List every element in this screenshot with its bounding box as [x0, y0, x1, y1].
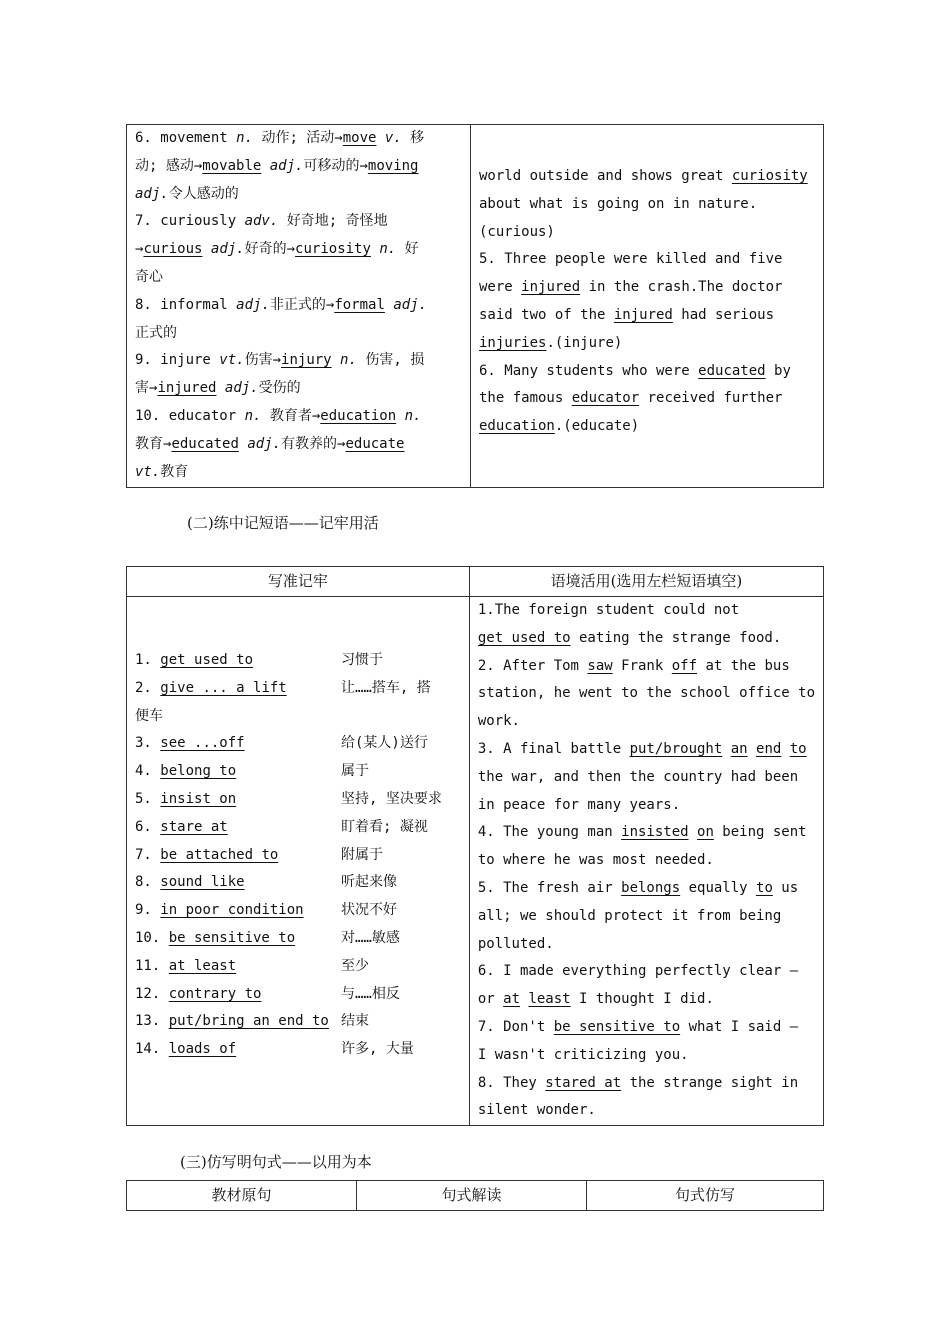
text-segment: 8. They — [477, 1074, 546, 1091]
context-exercise-list — [471, 125, 823, 441]
section-2-title: (二)练中记短语——记牢用活 — [187, 514, 379, 532]
phrase-meaning: 便车 — [135, 707, 163, 724]
word-family-line — [135, 375, 462, 403]
part-of-speech: n. — [236, 130, 254, 146]
phrase-english — [135, 647, 325, 675]
phrase-number: 13. — [135, 1013, 169, 1030]
text-segment: silent wonder. — [477, 1102, 596, 1119]
text-segment: 6. I made everything perfectly clear — — [477, 963, 799, 980]
vocab-table — [126, 124, 824, 488]
exercise-line — [479, 274, 815, 302]
exercise-line — [478, 1097, 815, 1125]
text-segment: 移 — [401, 130, 425, 146]
answer-blank: get used to — [477, 629, 571, 646]
answer-blank: injured — [521, 279, 581, 296]
text-segment: being sent — [713, 824, 807, 841]
phrase-list — [127, 597, 469, 1064]
text-segment: 1.The foreign student could not — [477, 602, 740, 618]
phrase-meaning: 状况不好 — [341, 902, 397, 919]
part-of-speech: adv. — [244, 213, 279, 230]
phrase-english — [135, 786, 325, 814]
text-segment: 7. curiously — [135, 213, 245, 230]
section-3-title: (三)仿写明句式——以用为本 — [180, 1153, 372, 1171]
phrase-number: 12. — [135, 985, 169, 1002]
phrase-answer: loads of — [168, 1041, 237, 1058]
text-segment: I thought I did. — [570, 991, 714, 1008]
phrase-answer: be attached to — [160, 846, 279, 863]
phrase-number: 3. — [135, 735, 161, 752]
phrase-english — [135, 1036, 325, 1064]
answer-blank: least — [528, 991, 571, 1008]
header-pattern-imitation: 句式仿写 — [587, 1181, 824, 1211]
answer-blank: educate — [345, 435, 405, 452]
phrase-number: 14. — [135, 1041, 169, 1058]
exercise-line — [478, 958, 815, 986]
exercise-line — [478, 736, 815, 764]
text-segment: 教育 — [160, 463, 189, 480]
text-segment: 正式的 — [135, 324, 177, 341]
exercise-line — [478, 708, 815, 736]
answer-blank: to — [789, 740, 807, 757]
header-original-sentence: 教材原句 — [127, 1181, 357, 1211]
text-segment: in peace for many years. — [477, 796, 681, 813]
word-family-line — [135, 153, 462, 181]
phrase-english — [135, 814, 325, 842]
phrase-meaning: 听起来像 — [341, 874, 397, 891]
text-segment: the famous — [479, 390, 572, 407]
text-segment: had serious — [672, 306, 775, 323]
text-segment: 4. The young man — [477, 824, 622, 841]
text-segment — [396, 408, 404, 424]
answer-blank: injuries — [479, 334, 547, 351]
part-of-speech: vt. — [135, 463, 161, 480]
part-of-speech: adj. — [224, 380, 259, 397]
answer-blank: insisted — [621, 824, 689, 841]
text-segment: the strange sight in — [621, 1074, 799, 1091]
answer-blank: end — [756, 740, 782, 757]
vocab-right-cell — [471, 125, 824, 488]
text-segment — [202, 241, 210, 257]
phrase-table — [126, 566, 824, 1126]
text-segment: 令人感动的 — [168, 185, 239, 202]
header-pattern-analysis: 句式解读 — [357, 1181, 587, 1211]
text-segment: .(educate) — [554, 418, 640, 435]
word-family-line — [135, 347, 462, 375]
phrase-header-left: 写准记牢 — [127, 567, 470, 597]
phrase-answer: insist on — [160, 790, 237, 807]
vocab-left-cell — [127, 125, 471, 488]
part-of-speech: adj. — [393, 296, 428, 313]
phrase-item — [135, 925, 461, 953]
text-segment — [689, 824, 697, 840]
answer-blank: put/brought — [629, 740, 723, 757]
answer-blank: saw — [587, 657, 613, 674]
part-of-speech: n. — [379, 241, 397, 258]
text-segment: were — [479, 279, 522, 296]
text-segment: received further — [639, 390, 783, 407]
exercise-line — [479, 385, 815, 413]
word-family-line — [135, 403, 462, 431]
exercise-line — [478, 680, 815, 708]
text-segment: us — [772, 879, 799, 896]
phrase-meaning: 坚持, 坚决要求 — [341, 790, 442, 807]
part-of-speech: n. — [244, 407, 262, 424]
text-segment: 伤害→ — [244, 352, 282, 369]
text-segment: in the crash.The doctor — [580, 279, 783, 296]
phrase-english — [135, 675, 325, 703]
text-segment — [216, 380, 224, 396]
phrase-english — [135, 869, 325, 897]
phrase-meaning: 对……敏感 — [341, 929, 400, 946]
text-segment: → — [135, 241, 144, 258]
phrase-item — [135, 842, 461, 870]
text-segment: 动; 感动→ — [135, 157, 203, 174]
text-segment: 害→ — [135, 380, 158, 397]
phrase-meaning: 结束 — [341, 1013, 369, 1030]
phrase-item — [135, 953, 461, 981]
text-segment: about what is going on in nature. — [479, 195, 758, 212]
answer-blank: at — [503, 991, 520, 1008]
text-segment — [261, 158, 269, 174]
text-segment: all; we should protect it from being — [477, 907, 782, 924]
exercise-line — [478, 792, 815, 820]
text-segment: at the bus — [697, 657, 790, 674]
word-family-list — [127, 125, 470, 486]
text-segment: eating the strange food. — [570, 629, 782, 646]
phrase-meaning: 与……相反 — [341, 985, 400, 1002]
phrase-item — [135, 703, 461, 731]
phrase-answer: give ... a lift — [160, 679, 287, 696]
part-of-speech: vt. — [219, 352, 245, 369]
part-of-speech: adj. — [135, 185, 169, 202]
phrase-number: 9. — [135, 902, 161, 919]
answer-blank: educated — [698, 362, 766, 379]
phrase-number: 7. — [135, 846, 161, 863]
part-of-speech: n. — [340, 352, 357, 369]
phrase-number: 8. — [135, 874, 161, 891]
answer-blank: an — [730, 740, 748, 757]
text-segment — [781, 741, 789, 757]
text-segment: 伤害, 损 — [356, 352, 425, 369]
word-family-line — [135, 292, 462, 320]
answer-blank: moving — [367, 157, 419, 174]
answer-blank: education — [320, 407, 397, 424]
word-family-line — [135, 459, 462, 487]
phrase-number: 11. — [135, 957, 169, 974]
part-of-speech: n. — [404, 407, 422, 424]
phrase-item — [135, 758, 461, 786]
phrase-item — [135, 897, 461, 925]
text-segment: 教育者→ — [261, 407, 321, 424]
text-segment: 好奇地; 奇怪地 — [278, 213, 388, 230]
word-family-line — [135, 208, 462, 236]
phrase-meaning: 属于 — [341, 763, 369, 780]
exercise-line — [478, 875, 815, 903]
text-segment: 7. Don't — [477, 1018, 554, 1035]
text-segment: to where he was most needed. — [477, 852, 714, 869]
text-segment: 10. educator — [135, 407, 245, 424]
phrase-item — [135, 1008, 461, 1036]
text-segment: by — [765, 362, 791, 379]
part-of-speech: adj. — [236, 296, 270, 313]
text-segment: (curious) — [479, 223, 555, 240]
phrase-item — [135, 869, 461, 897]
phrase-answer: be sensitive to — [168, 929, 296, 946]
word-family-line — [135, 431, 462, 459]
exercise-line — [478, 931, 815, 959]
answer-blank: belongs — [621, 879, 681, 896]
phrase-item — [135, 647, 461, 675]
exercise-line — [479, 246, 815, 274]
phrase-meaning: 让……搭车, 搭 — [341, 679, 431, 696]
exercise-line — [479, 358, 815, 386]
answer-blank: off — [671, 657, 698, 674]
phrase-answer: get used to — [160, 652, 254, 668]
exercise-line — [478, 847, 815, 875]
answer-blank: curiosity — [295, 241, 371, 258]
phrase-english — [135, 842, 325, 870]
word-family-line — [135, 125, 462, 153]
text-segment: 6. movement — [135, 130, 237, 146]
phrase-item — [135, 981, 461, 1009]
text-segment: 3. A final battle — [477, 740, 630, 757]
phrase-number: 10. — [135, 929, 169, 946]
exercise-line — [478, 764, 815, 792]
text-segment: 教育→ — [135, 435, 172, 452]
phrase-english — [135, 953, 325, 981]
phrase-answer: contrary to — [168, 985, 262, 1002]
answer-blank: formal — [334, 296, 385, 313]
text-segment: polluted. — [477, 935, 554, 952]
answer-blank: be sensitive to — [553, 1018, 681, 1035]
exercise-line — [479, 302, 815, 330]
phrase-number: 6. — [135, 818, 161, 835]
phrase-english — [135, 925, 325, 953]
phrase-number: 5. — [135, 790, 161, 807]
exercise-line — [478, 986, 815, 1014]
text-segment: station, he went to the school office to — [477, 685, 815, 702]
answer-blank: movable — [202, 157, 262, 174]
text-segment: I wasn't criticizing you. — [477, 1046, 689, 1063]
phrase-number: 2. — [135, 679, 161, 696]
answer-blank: injury — [281, 352, 332, 369]
part-of-speech: adj. — [210, 241, 245, 258]
phrase-item — [135, 1036, 461, 1064]
word-family-line — [135, 181, 462, 209]
phrase-header-right: 语境活用(选用左栏短语填空) — [469, 567, 823, 597]
text-segment — [722, 741, 730, 757]
phrase-item — [135, 730, 461, 758]
text-segment: 5. The fresh air — [477, 879, 622, 896]
text-segment: 奇心 — [135, 268, 163, 285]
text-segment: 动作; 活动→ — [253, 130, 343, 146]
answer-blank: move — [342, 130, 377, 146]
phrase-list-cell — [127, 597, 470, 1126]
word-family-line — [135, 236, 462, 264]
answer-blank: curiosity — [731, 168, 808, 184]
text-segment: what I said — — [680, 1018, 799, 1035]
exercise-line — [478, 1042, 815, 1070]
answer-blank: education — [479, 418, 555, 435]
text-segment: Frank — [612, 657, 672, 674]
answer-blank: educator — [571, 390, 640, 407]
phrase-english — [135, 758, 325, 786]
exercise-line — [478, 1014, 815, 1042]
text-segment: .(injure) — [546, 334, 623, 351]
word-family-line — [135, 320, 462, 348]
text-segment — [376, 130, 384, 146]
answer-blank: curious — [143, 241, 203, 258]
phrase-answer: stare at — [160, 818, 228, 835]
phrase-answer: put/bring an end to — [168, 1013, 329, 1030]
exercise-line — [478, 653, 815, 681]
phrase-answer: see ...off — [160, 735, 245, 752]
text-segment: equally — [680, 879, 757, 896]
text-segment: 有教养的→ — [281, 435, 346, 452]
text-segment: said two of the — [479, 306, 614, 323]
phrase-meaning: 至少 — [341, 957, 369, 974]
phrase-english — [135, 897, 325, 925]
phrase-answer: sound like — [160, 874, 245, 891]
answer-blank: to — [756, 879, 773, 896]
phrase-item — [135, 814, 461, 842]
part-of-speech: v. — [384, 130, 402, 146]
exercise-line — [478, 903, 815, 931]
phrase-item — [135, 675, 461, 703]
text-segment: 2. After Tom — [477, 657, 588, 674]
phrase-english — [135, 981, 325, 1009]
phrase-number: 4. — [135, 763, 161, 780]
text-segment: 受伤的 — [258, 380, 301, 397]
text-segment: work. — [477, 713, 520, 730]
exercise-line — [479, 191, 815, 219]
answer-blank: on — [697, 824, 714, 841]
phrase-meaning: 习惯于 — [341, 652, 383, 668]
phrase-meaning: 给(某人)送行 — [341, 735, 428, 752]
phrase-exercise-list — [470, 597, 823, 1125]
text-segment: 9. injure — [135, 352, 220, 369]
word-family-line — [135, 264, 462, 292]
phrase-answer: belong to — [160, 763, 237, 780]
exercise-line — [478, 625, 815, 653]
exercise-line — [479, 163, 815, 191]
answer-blank: stared at — [545, 1074, 622, 1091]
text-segment: 非正式的→ — [269, 296, 335, 313]
phrase-english — [135, 1008, 329, 1036]
phrase-answer: at least — [168, 957, 237, 974]
exercise-line — [478, 597, 815, 625]
text-segment: or — [477, 991, 504, 1008]
exercise-line — [479, 219, 815, 247]
text-segment: 好奇的→ — [244, 241, 296, 258]
answer-blank: educated — [171, 435, 239, 452]
text-segment: world outside and shows great — [479, 168, 732, 184]
text-segment: 6. Many students who were — [479, 362, 699, 379]
part-of-speech: adj. — [247, 435, 282, 452]
phrase-meaning: 盯着看; 凝视 — [341, 818, 428, 835]
text-segment: 可移动的→ — [303, 157, 368, 174]
text-segment: 5. Three people were killed and five — [479, 251, 783, 268]
text-segment: 8. informal — [135, 296, 237, 313]
exercise-line — [479, 413, 815, 441]
answer-blank: injured — [613, 306, 673, 323]
phrase-meaning: 附属于 — [341, 846, 383, 863]
exercise-line — [478, 1070, 815, 1098]
text-segment: 好 — [396, 241, 419, 258]
exercise-line — [479, 330, 815, 358]
phrase-answer: in poor condition — [160, 902, 304, 919]
phrase-english — [135, 730, 325, 758]
phrase-meaning: 许多, 大量 — [341, 1041, 414, 1058]
part-of-speech: adj. — [269, 157, 304, 174]
exercise-line — [478, 819, 815, 847]
text-segment — [332, 352, 340, 368]
text-segment: the war, and then the country had been — [477, 768, 799, 785]
phrase-item — [135, 786, 461, 814]
text-segment — [748, 741, 756, 757]
phrase-number: 1. — [135, 652, 161, 668]
phrase-context-cell — [469, 597, 823, 1126]
sentence-pattern-table — [126, 1180, 824, 1211]
answer-blank: injured — [157, 380, 217, 397]
